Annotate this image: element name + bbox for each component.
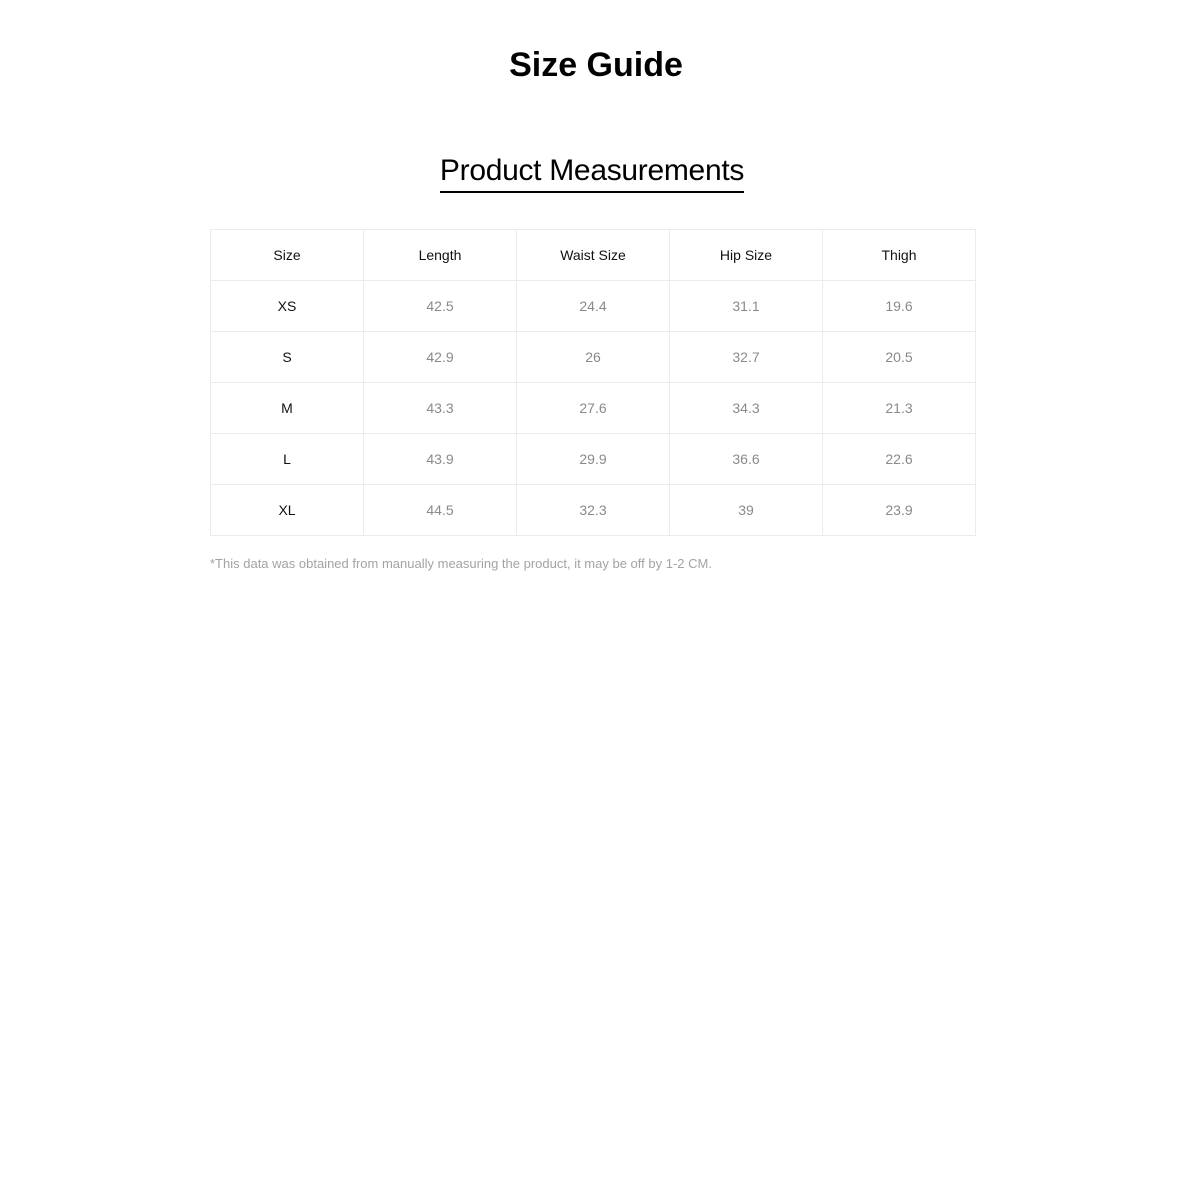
- thigh-value: 20.5: [823, 332, 976, 383]
- header-thigh: Thigh: [823, 230, 976, 281]
- table-row: [211, 332, 976, 383]
- header-size: Size: [211, 230, 364, 281]
- page-title: Size Guide: [509, 46, 683, 84]
- thigh-value: 21.3: [823, 383, 976, 434]
- length-value: 43.3: [364, 383, 517, 434]
- hip-size-value: 36.6: [670, 434, 823, 485]
- length-value: 44.5: [364, 485, 517, 536]
- waist-size-value: 27.6: [517, 383, 670, 434]
- size-label: S: [211, 332, 364, 383]
- thigh-value: 23.9: [823, 485, 976, 536]
- hip-size-value: 34.3: [670, 383, 823, 434]
- table-row: [211, 383, 976, 434]
- size-label: L: [211, 434, 364, 485]
- waist-size-value: 24.4: [517, 281, 670, 332]
- size-label: XL: [211, 485, 364, 536]
- section-title: Product Measurements: [440, 152, 744, 193]
- thigh-value: 19.6: [823, 281, 976, 332]
- hip-size-value: 31.1: [670, 281, 823, 332]
- length-value: 43.9: [364, 434, 517, 485]
- table-row: [211, 434, 976, 485]
- size-label: XS: [211, 281, 364, 332]
- length-value: 42.5: [364, 281, 517, 332]
- header-waist-size: Waist Size: [517, 230, 670, 281]
- waist-size-value: 29.9: [517, 434, 670, 485]
- size-label: M: [211, 383, 364, 434]
- table-row: [211, 485, 976, 536]
- length-value: 42.9: [364, 332, 517, 383]
- header-hip-size: Hip Size: [670, 230, 823, 281]
- header-length: Length: [364, 230, 517, 281]
- table-row: [211, 281, 976, 332]
- table-header-row: [211, 230, 976, 281]
- hip-size-value: 39: [670, 485, 823, 536]
- waist-size-value: 32.3: [517, 485, 670, 536]
- waist-size-value: 26: [517, 332, 670, 383]
- section-title-wrap: [0, 152, 1184, 193]
- hip-size-value: 32.7: [670, 332, 823, 383]
- measurement-disclaimer: *This data was obtained from manually measuring the product, it may be off by 1-2 CM.: [210, 556, 712, 571]
- size-table: [210, 229, 976, 536]
- thigh-value: 22.6: [823, 434, 976, 485]
